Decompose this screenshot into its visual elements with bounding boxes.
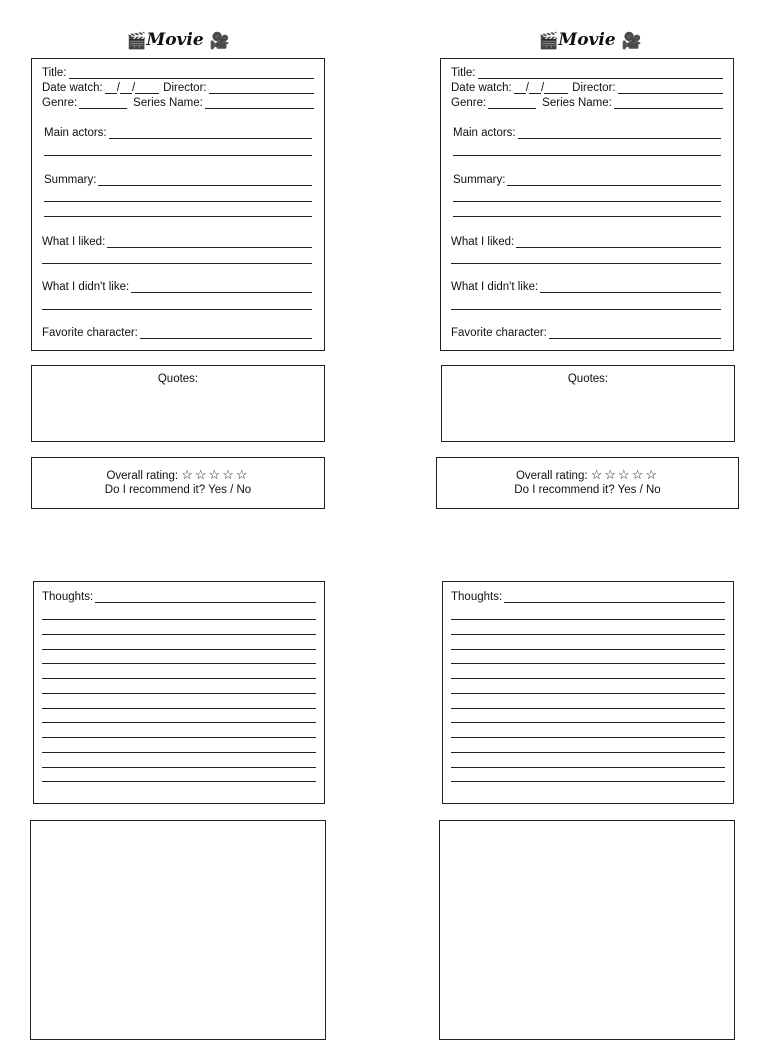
camera-icon: 🎥 [621, 31, 642, 50]
title-label: Title: [451, 67, 476, 79]
title-label: Title: [42, 67, 67, 79]
favorite-character-field[interactable] [451, 327, 721, 340]
liked-label: What I liked: [42, 236, 106, 248]
movie-card-left [28, 0, 328, 1024]
series-label: Series Name: [542, 97, 612, 109]
summary-field[interactable] [44, 174, 312, 187]
rating-box [31, 457, 325, 509]
disliked-field[interactable] [42, 281, 312, 294]
thoughts-label: Thoughts: [451, 591, 503, 603]
date-sep: / [116, 82, 120, 94]
movie-title: Movie [146, 30, 204, 50]
thoughts-box [442, 581, 734, 804]
date-director-field[interactable] [451, 82, 723, 95]
genre-label: Genre: [451, 97, 487, 109]
movie-card-right [437, 0, 737, 1024]
favorite-label: Favorite character: [42, 327, 138, 339]
director-label: Director: [572, 82, 616, 94]
date-label: Date watch: [451, 82, 512, 94]
blank-notes-box[interactable] [439, 820, 735, 1040]
thoughts-field[interactable] [451, 591, 725, 604]
genre-series-field[interactable] [451, 97, 723, 110]
genre-series-field[interactable] [42, 97, 314, 110]
genre-label: Genre: [42, 97, 78, 109]
date-label: Date watch: [42, 82, 103, 94]
director-label: Director: [163, 82, 207, 94]
date-sep: / [131, 82, 136, 94]
movie-details-box [440, 58, 734, 351]
title-field[interactable] [42, 67, 314, 80]
recommend-text[interactable]: Do I recommend it? Yes / No [514, 484, 661, 496]
rating-line [32, 467, 324, 483]
star-rating-icon[interactable]: ☆☆☆☆☆ [181, 467, 250, 482]
series-label: Series Name: [133, 97, 203, 109]
actors-label: Main actors: [453, 127, 516, 139]
thoughts-box [33, 581, 325, 804]
title-field[interactable] [451, 67, 723, 80]
quotes-label: Quotes: [567, 373, 609, 385]
date-sep: / [540, 82, 545, 94]
favorite-character-field[interactable] [42, 327, 312, 340]
liked-field[interactable] [451, 236, 721, 249]
disliked-label: What I didn't like: [451, 281, 539, 293]
rating-label: Overall rating: [515, 470, 588, 482]
liked-label: What I liked: [451, 236, 515, 248]
quotes-box[interactable] [441, 365, 735, 442]
recommend-text[interactable]: Do I recommend it? Yes / No [104, 484, 252, 496]
movie-header [28, 30, 328, 50]
date-sep: / [525, 82, 529, 94]
summary-label: Summary: [453, 174, 506, 186]
quotes-box[interactable] [31, 365, 325, 442]
thoughts-label: Thoughts: [42, 591, 94, 603]
actors-field[interactable] [453, 127, 721, 140]
camera-icon: 🎥 [209, 31, 230, 50]
actors-field[interactable] [44, 127, 312, 140]
rating-line [437, 467, 738, 483]
rating-box [436, 457, 739, 509]
actors-label: Main actors: [44, 127, 107, 139]
movie-details-box [31, 58, 325, 351]
movie-header [440, 30, 740, 50]
date-director-field[interactable] [42, 82, 314, 95]
star-rating-icon[interactable]: ☆☆☆☆☆ [590, 467, 660, 482]
clapperboard-icon: 🎬 [126, 31, 147, 50]
clapperboard-icon: 🎬 [538, 31, 559, 50]
thoughts-field[interactable] [42, 591, 316, 604]
disliked-field[interactable] [451, 281, 721, 294]
disliked-label: What I didn't like: [42, 281, 130, 293]
summary-field[interactable] [453, 174, 721, 187]
blank-notes-box[interactable] [30, 820, 326, 1040]
quotes-label: Quotes: [157, 373, 199, 385]
favorite-label: Favorite character: [451, 327, 547, 339]
rating-label: Overall rating: [106, 470, 179, 482]
movie-title: Movie [558, 30, 616, 50]
summary-label: Summary: [44, 174, 97, 186]
liked-field[interactable] [42, 236, 312, 249]
